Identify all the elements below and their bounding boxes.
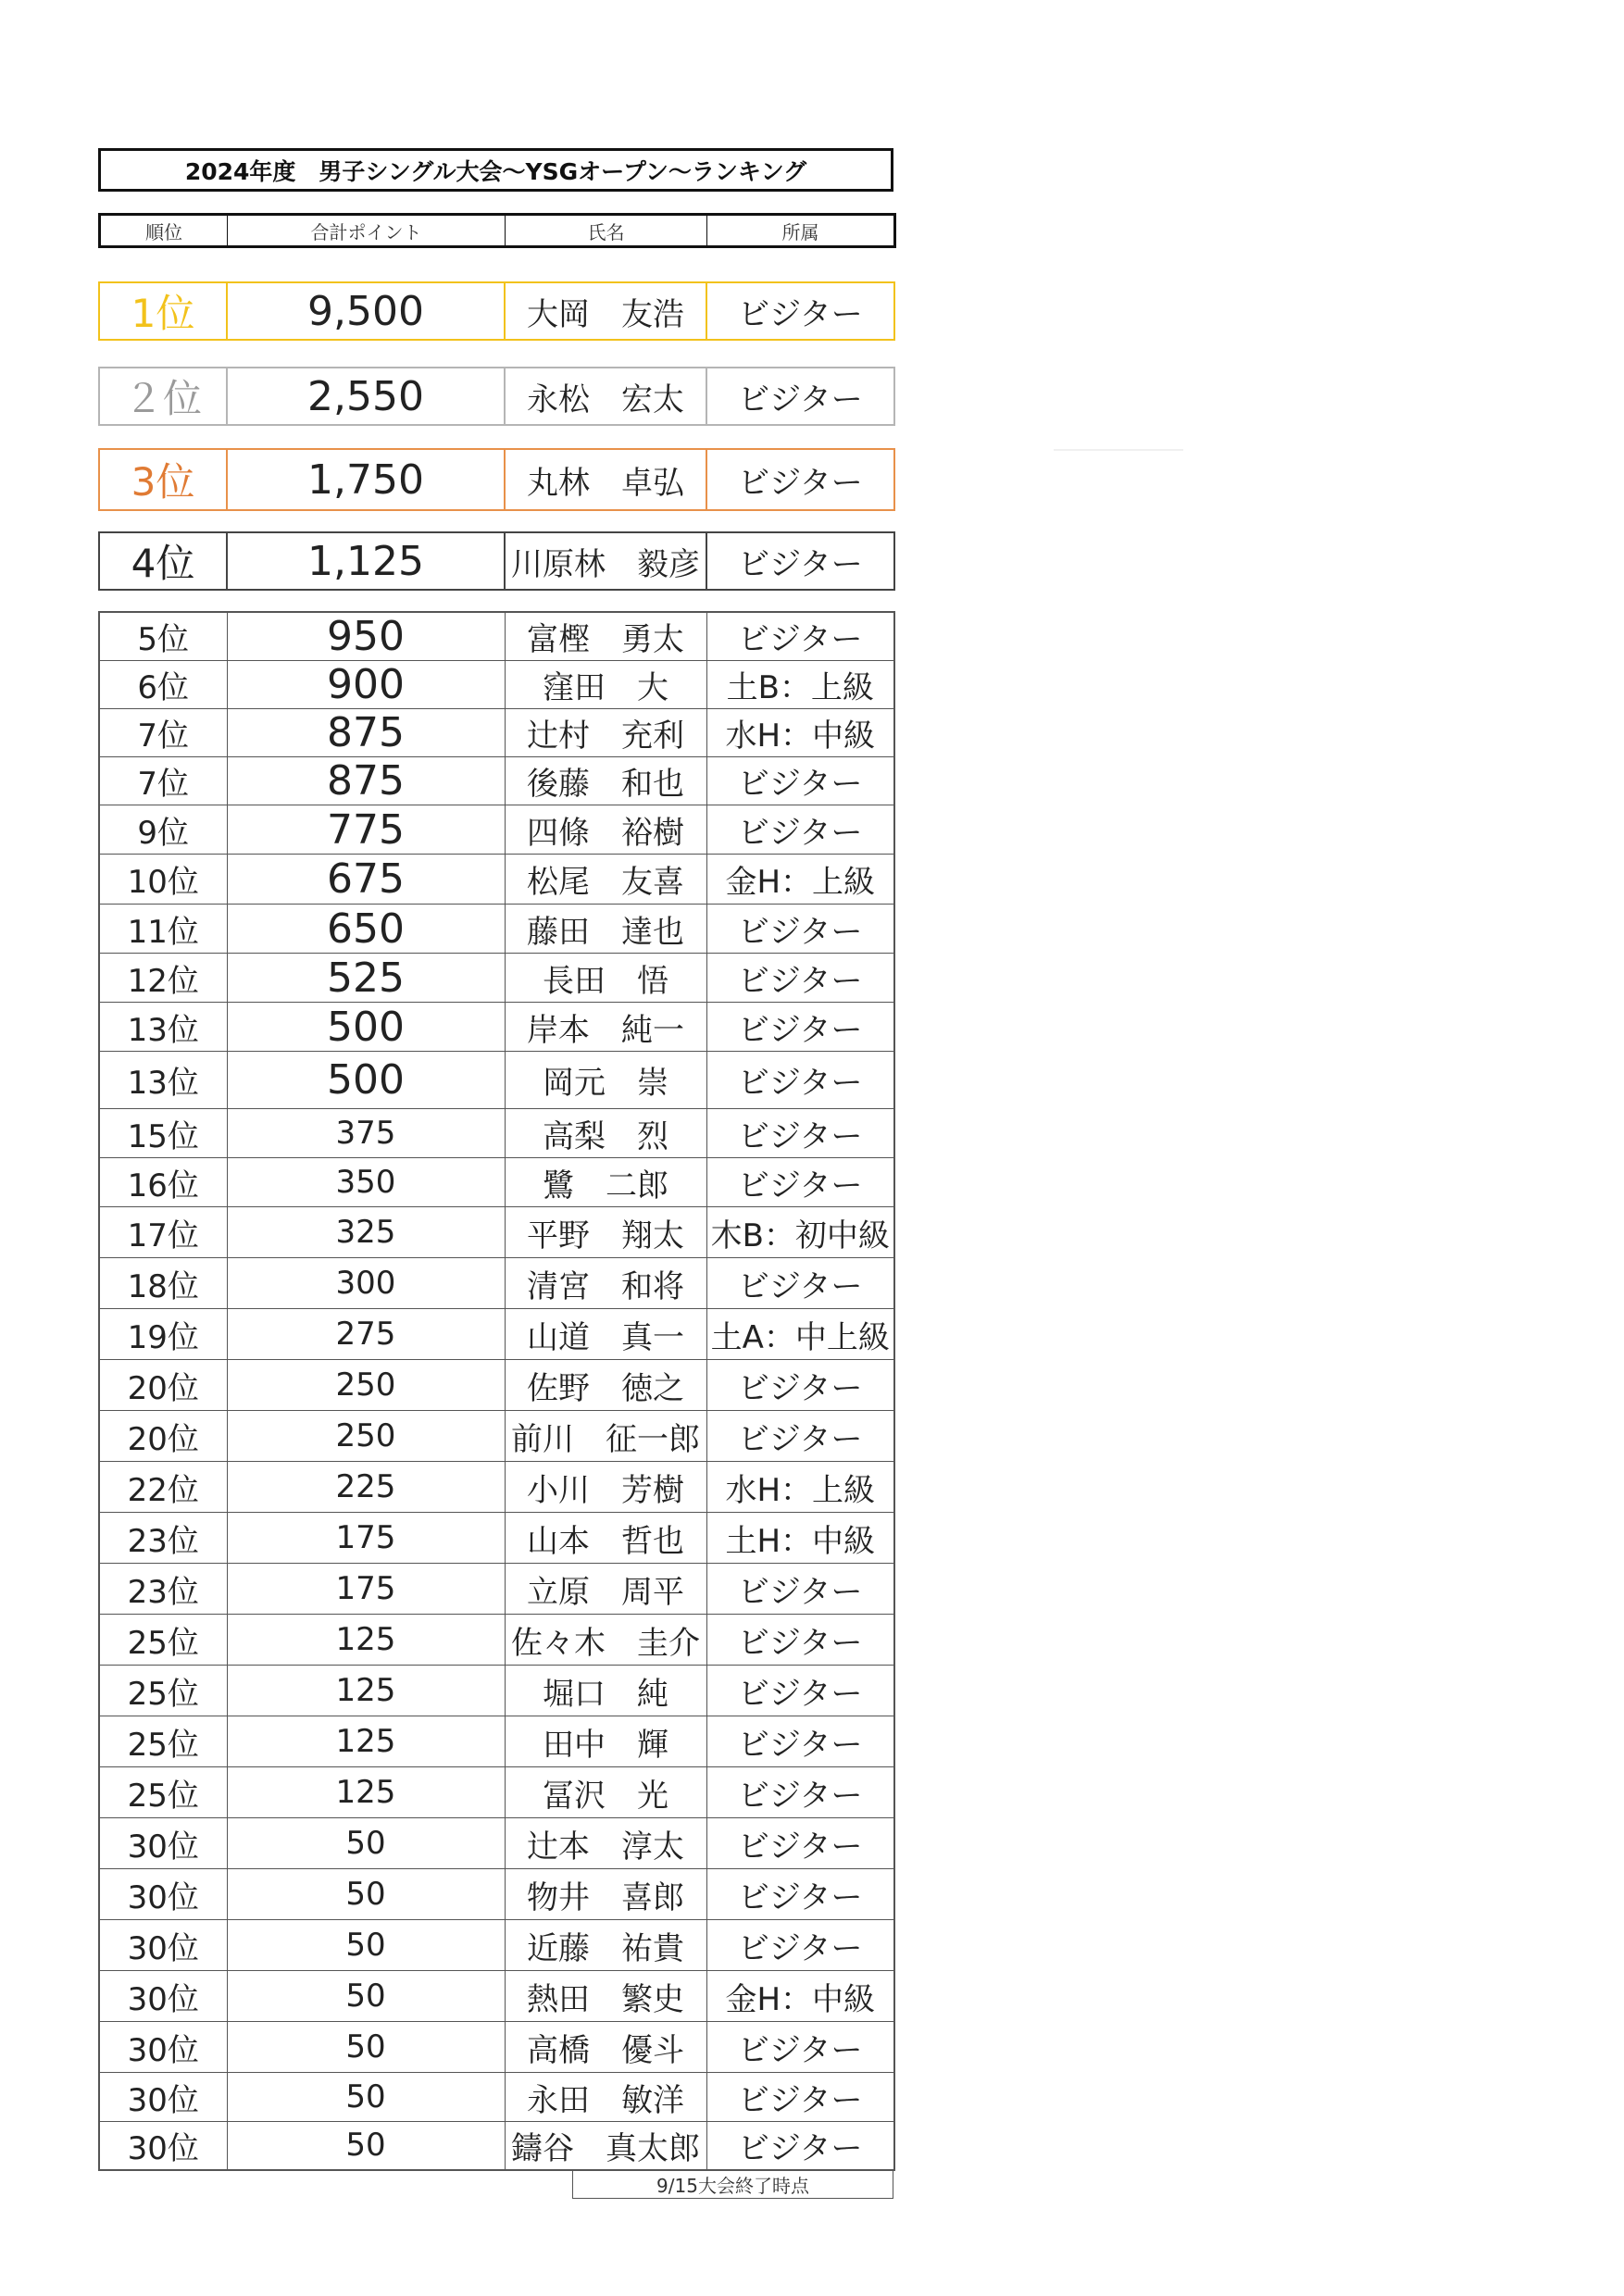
name-cell: 後藤 和也 [505, 757, 706, 805]
name-cell: 松尾 友喜 [505, 855, 706, 905]
affiliation-cell: ビジター [706, 805, 894, 855]
table-row [99, 1411, 894, 1462]
table-row [99, 1818, 894, 1869]
name-cell: 立原 周平 [505, 1564, 706, 1615]
affiliation-cell: ビジター [706, 1615, 894, 1666]
rank-cell: 30位 [99, 2022, 227, 2073]
table-row [99, 1767, 894, 1818]
points-cell: 375 [227, 1109, 505, 1158]
affiliation-cell: ビジター [706, 368, 894, 425]
table-row [99, 1920, 894, 1971]
rank-cell: 23位 [99, 1564, 227, 1615]
points-cell: 675 [227, 855, 505, 905]
rank-cell: 25位 [99, 1716, 227, 1767]
affiliation-cell: ビジター [706, 1411, 894, 1462]
rank-cell: 19位 [99, 1309, 227, 1360]
table-row [99, 661, 894, 709]
affiliation-cell: ビジター [706, 1109, 894, 1158]
affiliation-cell: ビジター [706, 2073, 894, 2122]
table-row [99, 1666, 894, 1716]
affiliation-cell: ビジター [706, 1666, 894, 1716]
rank-cell: 30位 [99, 2073, 227, 2122]
rank-cell: 11位 [99, 905, 227, 954]
points-cell: 775 [227, 805, 505, 855]
rank-cell: 4位 [99, 532, 227, 590]
name-cell: 川原林 毅彦 [505, 532, 706, 590]
table-row [99, 2122, 894, 2170]
table-row [99, 1360, 894, 1411]
rank-cell: 25位 [99, 1615, 227, 1666]
name-cell: 近藤 祐貴 [505, 1920, 706, 1971]
points-cell: 50 [227, 1818, 505, 1869]
affiliation-cell: ビジター [706, 1158, 894, 1207]
points-cell: 875 [227, 709, 505, 757]
rank-cell: 15位 [99, 1109, 227, 1158]
points-cell: 125 [227, 1615, 505, 1666]
table-row [99, 1258, 894, 1309]
name-cell: 鷺 二郎 [505, 1158, 706, 1207]
affiliation-cell: 土A：中上級 [706, 1309, 894, 1360]
rank-cell: 7位 [99, 709, 227, 757]
rank-cell: 30位 [99, 1818, 227, 1869]
points-cell: 875 [227, 757, 505, 805]
name-cell: 藤田 達也 [505, 905, 706, 954]
rank-cell: 17位 [99, 1207, 227, 1258]
rank-1-box [98, 281, 895, 341]
rank-cell: 13位 [99, 1052, 227, 1109]
table-row [99, 1615, 894, 1666]
name-cell: 窪田 大 [505, 661, 706, 709]
table-row [99, 1869, 894, 1920]
table-row [99, 612, 894, 661]
affiliation-cell: 木B：初中級 [706, 1207, 894, 1258]
table-row [99, 954, 894, 1003]
points-cell: 50 [227, 2073, 505, 2122]
affiliation-cell: ビジター [706, 1052, 894, 1109]
name-cell: 熱田 繁史 [505, 1971, 706, 2022]
name-cell: 冨沢 光 [505, 1767, 706, 1818]
table-row [99, 1207, 894, 1258]
page-title: 2024年度 男子シングル大会～YSGオープン～ランキング [98, 148, 893, 192]
affiliation-cell: ビジター [706, 612, 894, 661]
points-cell: 250 [227, 1360, 505, 1411]
rank-cell: 13位 [99, 1003, 227, 1052]
table-row [99, 1158, 894, 1207]
affiliation-cell: ビジター [706, 1767, 894, 1818]
name-cell: 岡元 崇 [505, 1052, 706, 1109]
points-cell: 325 [227, 1207, 505, 1258]
points-cell: 50 [227, 2022, 505, 2073]
points-cell: 2,550 [227, 368, 505, 425]
header-row [98, 213, 896, 248]
rank-cell: 25位 [99, 1767, 227, 1818]
affiliation-cell: ビジター [706, 757, 894, 805]
table-row [99, 905, 894, 954]
rank-cell: 10位 [99, 855, 227, 905]
affiliation-cell: 土H：中級 [706, 1513, 894, 1564]
name-cell: 大岡 友浩 [505, 282, 706, 340]
table-row [99, 1513, 894, 1564]
rank-cell: 30位 [99, 1869, 227, 1920]
affiliation-cell: ビジター [706, 1258, 894, 1309]
name-cell: 永松 宏太 [505, 368, 706, 425]
table-row [99, 2073, 894, 2122]
affiliation-cell: ビジター [706, 1920, 894, 1971]
header-rank: 順位 [145, 220, 182, 243]
name-cell: 高梨 烈 [505, 1109, 706, 1158]
points-cell: 1,125 [227, 532, 505, 590]
affiliation-cell: 金H：中級 [706, 1971, 894, 2022]
table-row [99, 709, 894, 757]
points-cell: 125 [227, 1767, 505, 1818]
name-cell: 小川 芳樹 [505, 1462, 706, 1513]
rank-4-box [98, 531, 895, 591]
points-cell: 275 [227, 1309, 505, 1360]
rank-cell: 12位 [99, 954, 227, 1003]
rank-cell: 18位 [99, 1258, 227, 1309]
table-row [99, 855, 894, 905]
points-cell: 9,500 [227, 282, 505, 340]
table-row [99, 1003, 894, 1052]
name-cell: 鑄谷 真太郎 [505, 2122, 706, 2170]
points-cell: 175 [227, 1513, 505, 1564]
name-cell: 岸本 純一 [505, 1003, 706, 1052]
points-cell: 525 [227, 954, 505, 1003]
points-cell: 225 [227, 1462, 505, 1513]
header-points: 合計ポイント [228, 215, 506, 247]
rank-cell: 1位 [99, 282, 227, 340]
points-cell: 50 [227, 1920, 505, 1971]
points-cell: 500 [227, 1003, 505, 1052]
points-cell: 125 [227, 1666, 505, 1716]
rank-cell: 7位 [99, 757, 227, 805]
affiliation-cell: 水H：中級 [706, 709, 894, 757]
rank-cell: ２位 [99, 368, 227, 425]
name-cell: 長田 悟 [505, 954, 706, 1003]
name-cell: 佐々木 圭介 [505, 1615, 706, 1666]
points-cell: 175 [227, 1564, 505, 1615]
rank-cell: 23位 [99, 1513, 227, 1564]
affiliation-cell: 土B：上級 [706, 661, 894, 709]
points-cell: 125 [227, 1716, 505, 1767]
rank-2-box [98, 367, 895, 426]
header-name: 氏名 [506, 215, 707, 247]
table-row [99, 1564, 894, 1615]
rank-cell: 3位 [99, 449, 227, 510]
name-cell: 佐野 徳之 [505, 1360, 706, 1411]
points-cell: 50 [227, 1869, 505, 1920]
table-row [99, 757, 894, 805]
affiliation-cell: ビジター [706, 2122, 894, 2170]
rank-cell: 30位 [99, 1971, 227, 2022]
name-cell: 清宮 和将 [505, 1258, 706, 1309]
rank-cell: 9位 [99, 805, 227, 855]
points-cell: 500 [227, 1052, 505, 1109]
points-cell: 1,750 [227, 449, 505, 510]
affiliation-cell: ビジター [706, 1869, 894, 1920]
table-row [99, 1462, 894, 1513]
affiliation-cell: ビジター [706, 905, 894, 954]
points-cell: 350 [227, 1158, 505, 1207]
rank-cell: 22位 [99, 1462, 227, 1513]
table-row [99, 1971, 894, 2022]
rank-cell: 16位 [99, 1158, 227, 1207]
table-row [99, 1716, 894, 1767]
name-cell: 四條 裕樹 [505, 805, 706, 855]
rank-cell: 6位 [99, 661, 227, 709]
name-cell: 前川 征一郎 [505, 1411, 706, 1462]
affiliation-cell: 金H：上級 [706, 855, 894, 905]
affiliation-cell: ビジター [706, 1360, 894, 1411]
header-affiliation: 所属 [707, 215, 895, 247]
points-cell: 300 [227, 1258, 505, 1309]
table-row [99, 805, 894, 855]
name-cell: 田中 輝 [505, 1716, 706, 1767]
table-row [99, 1109, 894, 1158]
faint-line [1054, 449, 1183, 451]
affiliation-cell: ビジター [706, 1716, 894, 1767]
rank-3-box [98, 448, 895, 511]
name-cell: 山本 哲也 [505, 1513, 706, 1564]
affiliation-cell: ビジター [706, 1818, 894, 1869]
name-cell: 永田 敏洋 [505, 2073, 706, 2122]
rank-cell: 25位 [99, 1666, 227, 1716]
name-cell: 丸林 卓弘 [505, 449, 706, 510]
name-cell: 辻本 淳太 [505, 1818, 706, 1869]
name-cell: 富樫 勇太 [505, 612, 706, 661]
rank-cell: 5位 [99, 612, 227, 661]
points-cell: 650 [227, 905, 505, 954]
table-row [99, 1309, 894, 1360]
name-cell: 堀口 純 [505, 1666, 706, 1716]
rank-cell: 30位 [99, 2122, 227, 2170]
affiliation-cell: ビジター [706, 449, 894, 510]
affiliation-cell: ビジター [706, 1564, 894, 1615]
points-cell: 900 [227, 661, 505, 709]
table-row [99, 1052, 894, 1109]
name-cell: 高橋 優斗 [505, 2022, 706, 2073]
name-cell: 辻村 充利 [505, 709, 706, 757]
name-cell: 山道 真一 [505, 1309, 706, 1360]
affiliation-cell: ビジター [706, 1003, 894, 1052]
points-cell: 950 [227, 612, 505, 661]
affiliation-cell: 水H：上級 [706, 1462, 894, 1513]
points-cell: 50 [227, 1971, 505, 2022]
table-row [99, 2022, 894, 2073]
footer-note: 9/15大会終了時点 [572, 2169, 893, 2199]
ranking-table [98, 611, 895, 2171]
rank-cell: 20位 [99, 1411, 227, 1462]
rank-cell: 20位 [99, 1360, 227, 1411]
affiliation-cell: ビジター [706, 954, 894, 1003]
affiliation-cell: ビジター [706, 2022, 894, 2073]
name-cell: 平野 翔太 [505, 1207, 706, 1258]
points-cell: 250 [227, 1411, 505, 1462]
name-cell: 物井 喜郎 [505, 1869, 706, 1920]
affiliation-cell: ビジター [706, 282, 894, 340]
points-cell: 50 [227, 2122, 505, 2170]
rank-cell: 30位 [99, 1920, 227, 1971]
affiliation-cell: ビジター [706, 532, 894, 590]
